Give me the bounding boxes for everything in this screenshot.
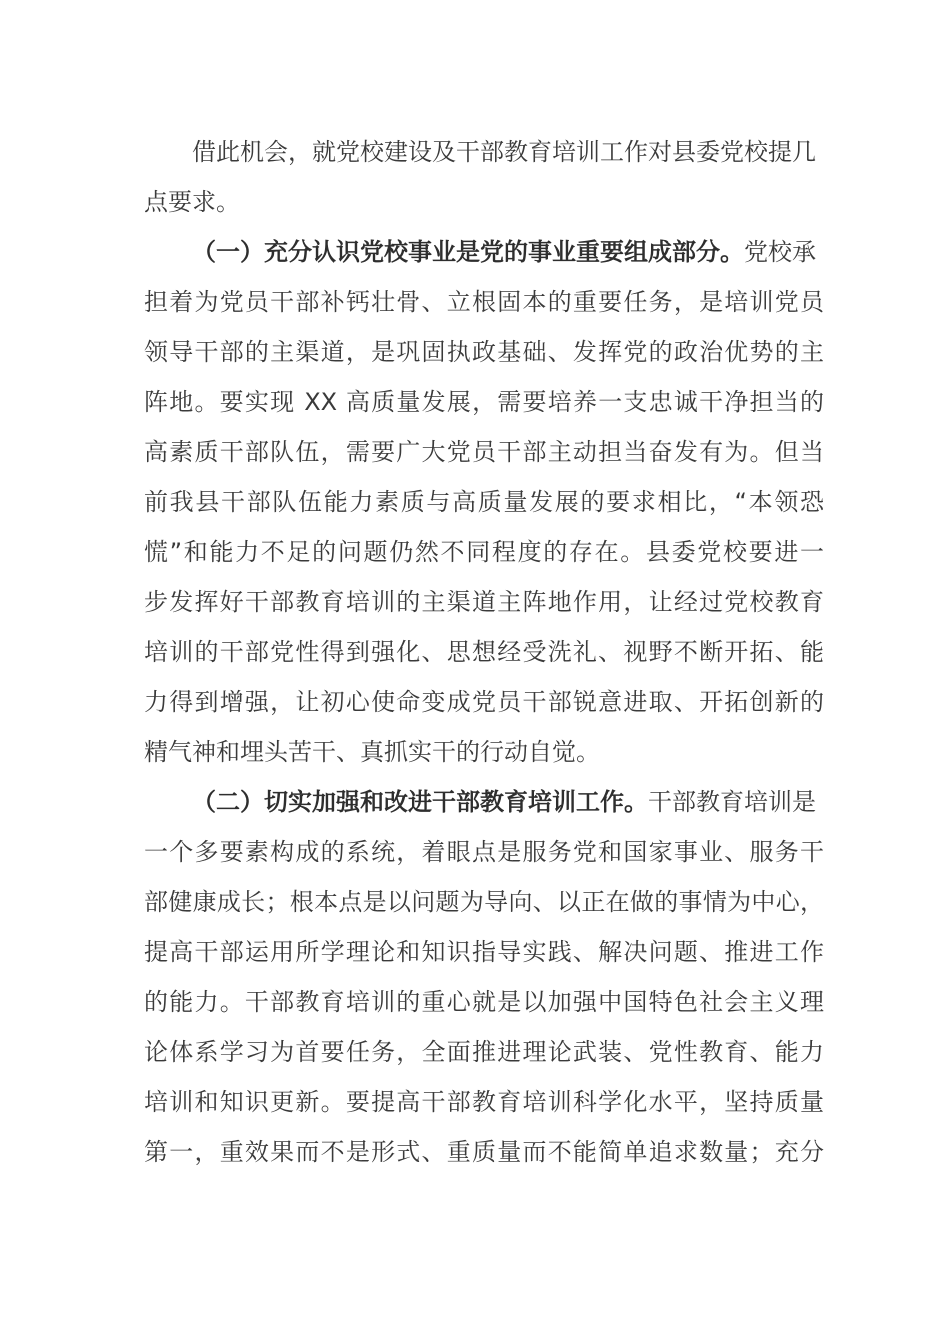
section-1-line: 担着为党员干部补钙壮骨、立根固本的重要任务，是培训党员 xyxy=(144,288,824,316)
section-1-first-line xyxy=(192,227,816,277)
section-2-line: 第一，重效果而不是形式、重质量而不能简单追求数量；充分 xyxy=(144,1138,824,1166)
intro-line-2: 点要求。 xyxy=(144,188,240,216)
section-1-line: 领导干部的主渠道，是巩固执政基础、发挥党的政治优势的主 xyxy=(144,338,824,366)
section-1-first-line-rest: 党校承 xyxy=(744,238,816,266)
section-2-line: 论体系学习为首要任务，全面推进理论武装、党性教育、能力 xyxy=(144,1038,824,1066)
section-2-heading: （二）切实加强和改进干部教育培训工作。 xyxy=(192,788,648,816)
section-1-line: 慌”和能力不足的问题仍然不同程度的存在。县委党校要进一 xyxy=(144,538,824,566)
section-2-line: 部健康成长；根本点是以问题为导向、以正在做的事情为中心， xyxy=(144,888,824,916)
section-1-line: 力得到增强，让初心使命变成党员干部锐意进取、开拓创新的 xyxy=(144,688,824,716)
intro-line-1: 借此机会，就党校建设及干部教育培训工作对县委党校提几 xyxy=(192,138,816,166)
section-2-line: 一个多要素构成的系统，着眼点是服务党和国家事业、服务干 xyxy=(144,838,824,866)
section-2-first-line xyxy=(192,777,816,827)
section-2-line: 培训和知识更新。要提高干部教育培训科学化水平，坚持质量 xyxy=(144,1088,824,1116)
section-2-first-line-rest: 干部教育培训是 xyxy=(648,788,816,816)
section-1-heading: （一）充分认识党校事业是党的事业重要组成部分。 xyxy=(192,238,744,266)
section-1-line: 培训的干部党性得到强化、思想经受洗礼、视野不断开拓、能 xyxy=(144,638,824,666)
section-1-line: 步发挥好干部教育培训的主渠道主阵地作用，让经过党校教育 xyxy=(144,588,824,616)
section-1-line: 精气神和埋头苦干、真抓实干的行动自觉。 xyxy=(144,738,600,766)
section-1-line: 前我县干部队伍能力素质与高质量发展的要求相比，“本领恐 xyxy=(144,488,824,516)
section-1-line: 高素质干部队伍，需要广大党员干部主动担当奋发有为。但当 xyxy=(144,438,824,466)
section-1-line: 阵地。要实现 XX 高质量发展，需要培养一支忠诚干净担当的 xyxy=(144,388,824,416)
section-2-line: 提高干部运用所学理论和知识指导实践、解决问题、推进工作 xyxy=(144,938,824,966)
section-2-line: 的能力。干部教育培训的重心就是以加强中国特色社会主义理 xyxy=(144,988,824,1016)
